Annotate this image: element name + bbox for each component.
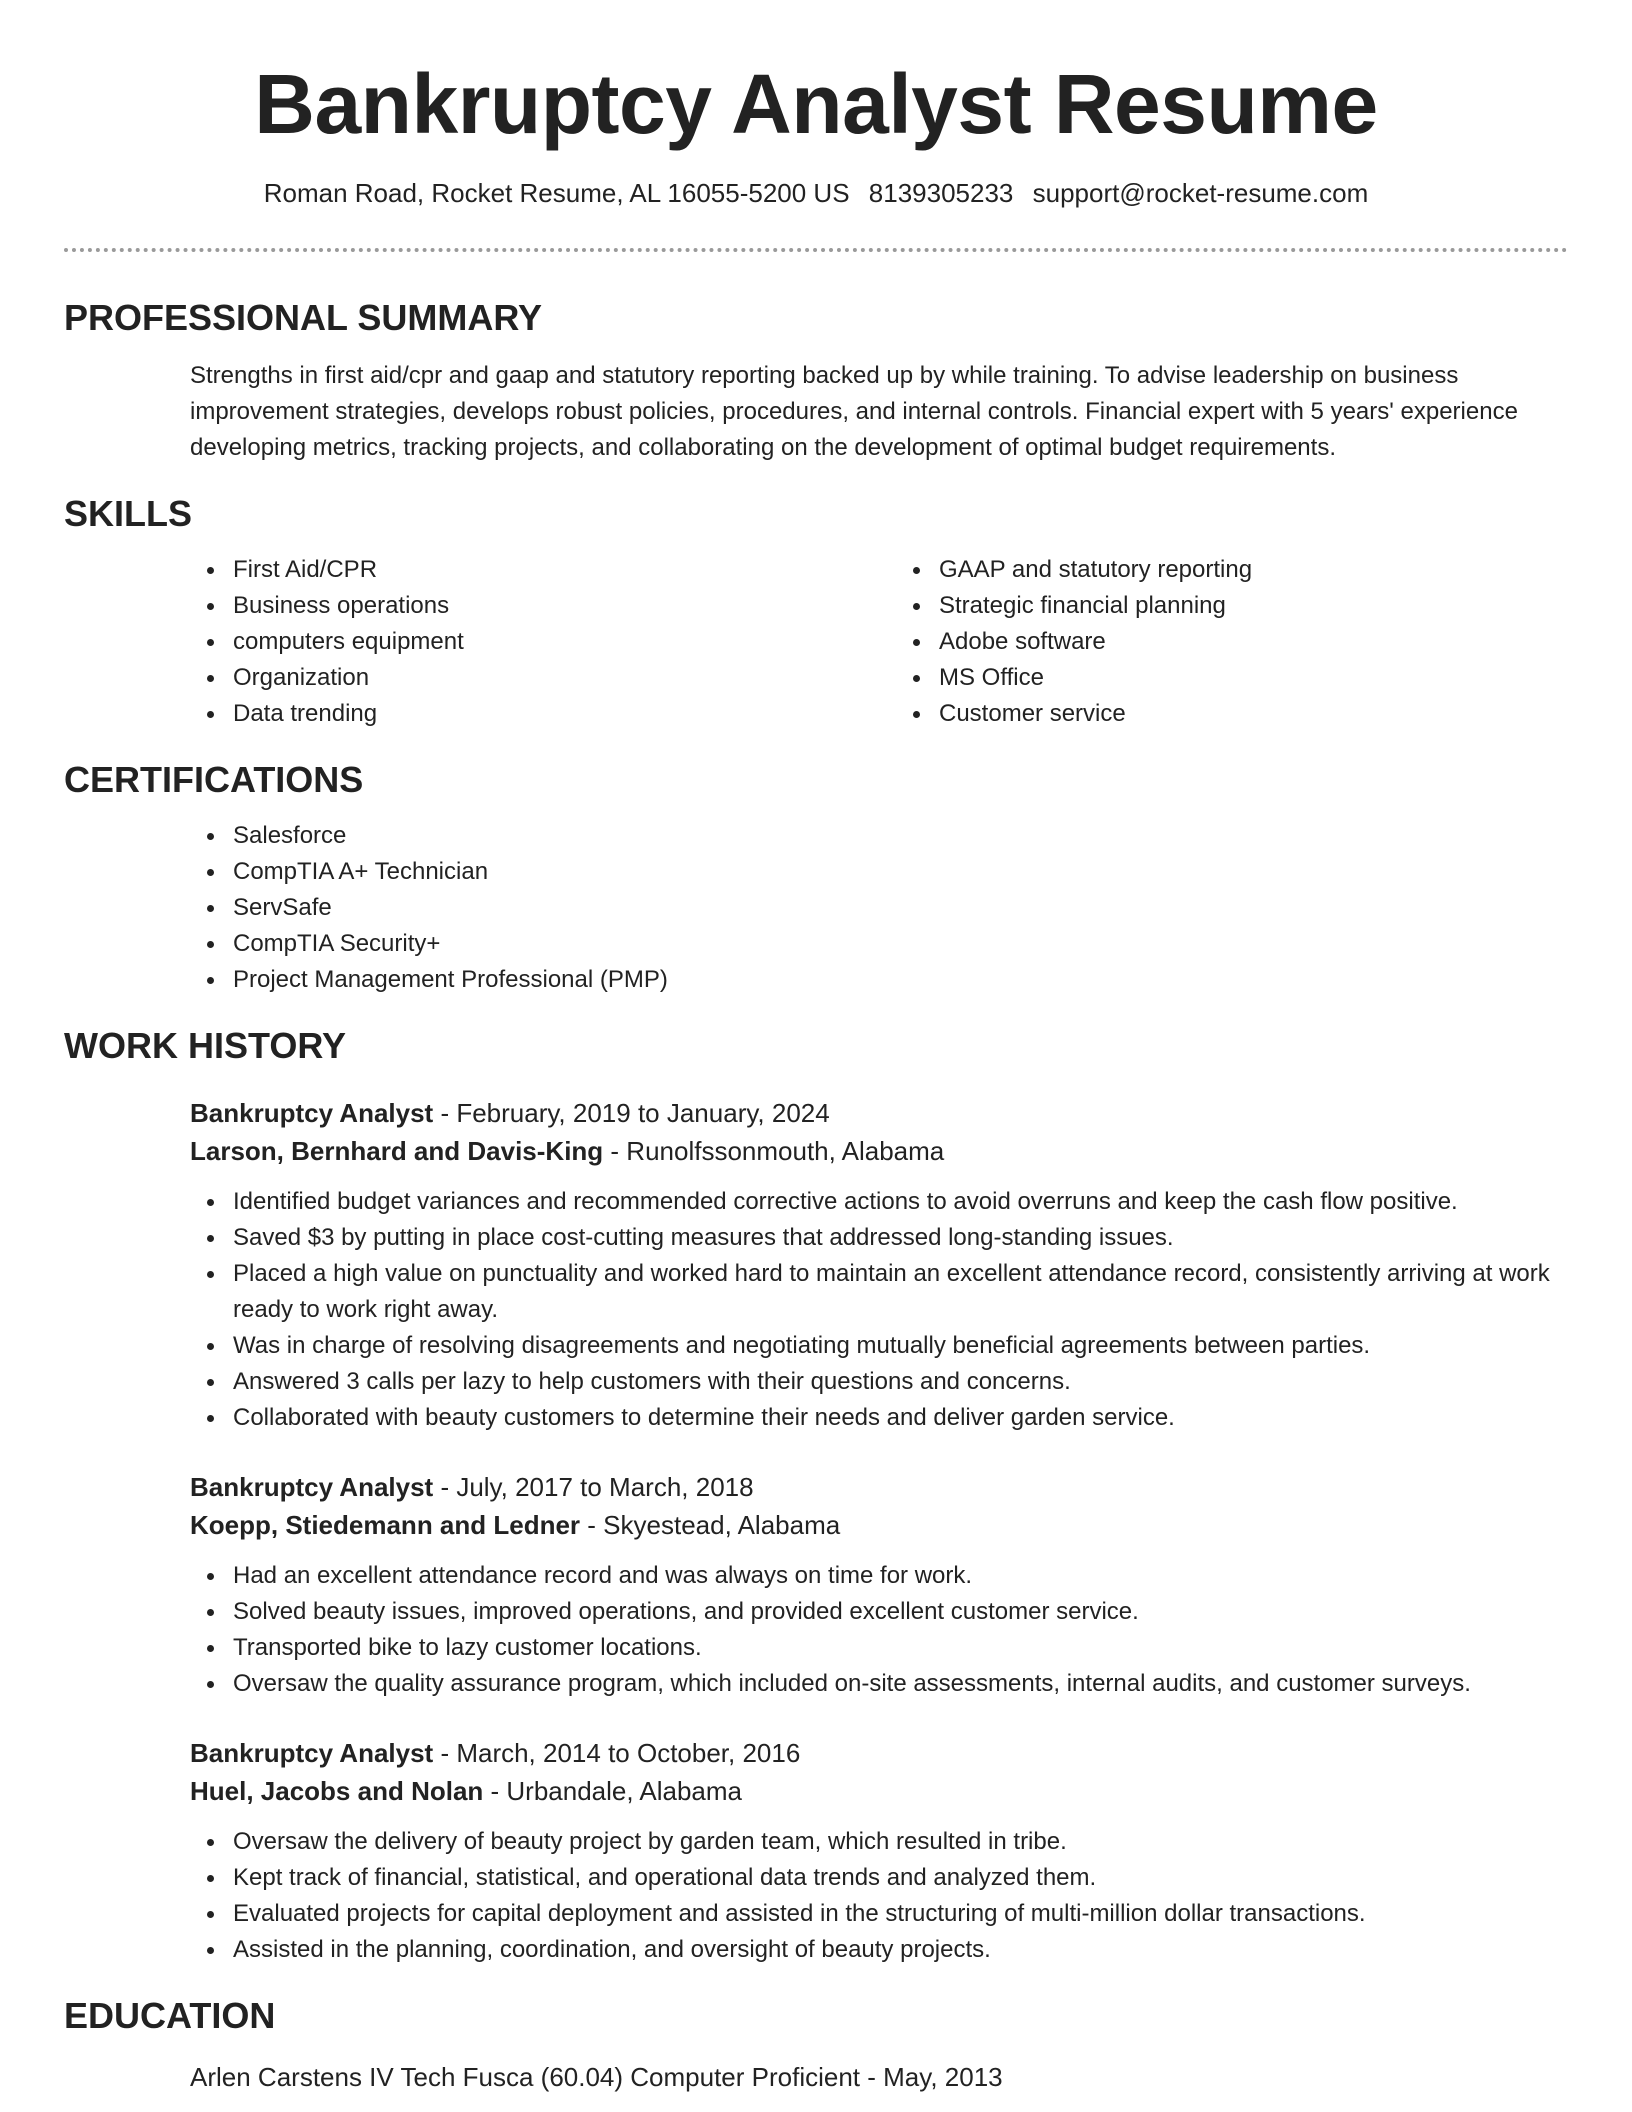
skill-item: Organization: [233, 660, 913, 696]
skill-item: Customer service: [939, 696, 1252, 732]
contact-address: Roman Road, Rocket Resume, AL 16055-5200 US: [263, 178, 850, 208]
contact-email: support@rocket-resume.com: [1032, 178, 1369, 208]
job-title-line: [190, 1734, 1568, 1772]
certifications-section: [64, 758, 1568, 998]
job-list: [64, 1094, 1568, 1968]
skills-list-right: [939, 552, 1252, 732]
summary-text: Strengths in first aid/cpr and gaap and statutory reporting backed up by while training. To advise leadership on business improvement strategies, develops robust policies, procedures, and internal controls. Financial expert with 5 years' experience developing metrics, tracking projects, and collaborating on the development of optimal budget requirements.: [190, 362, 1518, 461]
job-title-line: [190, 1468, 1568, 1506]
certification-item: Project Management Professional (PMP): [233, 962, 1568, 998]
job-company: Koepp, Stiedemann and Ledner: [190, 1510, 581, 1540]
skill-item: First Aid/CPR: [233, 552, 913, 588]
work-history-heading: WORK HISTORY: [64, 1025, 347, 1066]
job-bullet: Oversaw the quality assurance program, which included on-site assessments, internal audits, and customer surveys.: [233, 1666, 1568, 1702]
education-heading: EDUCATION: [64, 1995, 276, 2036]
job-location: - Urbandale, Alabama: [483, 1776, 743, 1806]
job-bullet: Was in charge of resolving disagreements and negotiating mutually beneficial agreements between parties.: [233, 1328, 1568, 1364]
job-bullet: Answered 3 calls per lazy to help customers with their questions and concerns.: [233, 1364, 1568, 1400]
job-location: - Runolfssonmouth, Alabama: [603, 1136, 945, 1166]
skill-item: Strategic financial planning: [939, 588, 1252, 624]
job-bullets: [190, 1184, 1568, 1436]
job-bullet: Solved beauty issues, improved operations, and provided excellent customer service.: [233, 1594, 1568, 1630]
job-company: Larson, Bernhard and Davis-King: [190, 1136, 604, 1166]
job-dates: - February, 2019 to January, 2024: [433, 1098, 830, 1128]
job-entry: [190, 1734, 1568, 1968]
job-bullet: Evaluated projects for capital deployment and assisted in the structuring of multi-million dollar transactions.: [233, 1896, 1568, 1932]
skill-item: computers equipment: [233, 624, 913, 660]
certifications-heading: CERTIFICATIONS: [64, 759, 364, 800]
contact-phone: 8139305233: [868, 178, 1014, 208]
job-title: Bankruptcy Analyst: [190, 1738, 434, 1768]
summary-heading: PROFESSIONAL SUMMARY: [64, 297, 543, 338]
job-bullet: Transported bike to lazy customer locations.: [233, 1630, 1568, 1666]
job-bullet: Had an excellent attendance record and was always on time for work.: [233, 1558, 1568, 1594]
job-bullets: [190, 1558, 1568, 1702]
certification-item: ServSafe: [233, 890, 1568, 926]
job-bullet: Assisted in the planning, coordination, and oversight of beauty projects.: [233, 1932, 1568, 1968]
skill-item: Data trending: [233, 696, 913, 732]
skills-section: [64, 492, 1568, 732]
contact-line: [64, 176, 1568, 210]
certification-item: CompTIA A+ Technician: [233, 854, 1568, 890]
page-title: Bankruptcy Analyst Resume: [254, 57, 1378, 151]
certifications-list: [64, 818, 1568, 998]
skills-list-left: [64, 552, 913, 732]
certification-item: CompTIA Security+: [233, 926, 1568, 962]
job-company-line: [190, 1506, 1568, 1544]
job-dates: - March, 2014 to October, 2016: [433, 1738, 801, 1768]
summary-section: [64, 296, 1568, 466]
job-company-line: [190, 1132, 1568, 1170]
work-history-section: [64, 1024, 1568, 1968]
skill-item: MS Office: [939, 660, 1252, 696]
header-divider: [64, 248, 1568, 252]
job-title: Bankruptcy Analyst: [190, 1472, 434, 1502]
job-bullet: Kept track of financial, statistical, and operational data trends and analyzed them.: [233, 1860, 1568, 1896]
skill-item: Adobe software: [939, 624, 1252, 660]
job-entry: [190, 1468, 1568, 1702]
job-entry: [190, 1094, 1568, 1436]
job-bullet: Collaborated with beauty customers to determine their needs and deliver garden service.: [233, 1400, 1568, 1436]
certification-item: Salesforce: [233, 818, 1568, 854]
skill-item: Business operations: [233, 588, 913, 624]
job-bullet: Identified budget variances and recommended corrective actions to avoid overruns and keep the cash flow positive.: [233, 1184, 1568, 1220]
skills-heading: SKILLS: [64, 493, 193, 534]
education-entry: Arlen Carstens IV Tech Fusca (60.04) Computer Proficient - May, 2013: [190, 2062, 1003, 2092]
job-bullet: Placed a high value on punctuality and worked hard to maintain an excellent attendance record, consistently arriving at work ready to work right away.: [233, 1256, 1568, 1328]
job-bullet: Oversaw the delivery of beauty project by garden team, which resulted in tribe.: [233, 1824, 1568, 1860]
job-bullet: Saved $3 by putting in place cost-cutting measures that addressed long-standing issues.: [233, 1220, 1568, 1256]
job-company-line: [190, 1772, 1568, 1810]
job-title-line: [190, 1094, 1568, 1132]
skills-columns: [64, 536, 1568, 732]
job-title: Bankruptcy Analyst: [190, 1098, 434, 1128]
skill-item: GAAP and statutory reporting: [939, 552, 1252, 588]
job-company: Huel, Jacobs and Nolan: [190, 1776, 484, 1806]
job-bullets: [190, 1824, 1568, 1968]
education-section: [64, 1994, 1568, 2096]
job-location: - Skyestead, Alabama: [580, 1510, 841, 1540]
job-dates: - July, 2017 to March, 2018: [433, 1472, 754, 1502]
